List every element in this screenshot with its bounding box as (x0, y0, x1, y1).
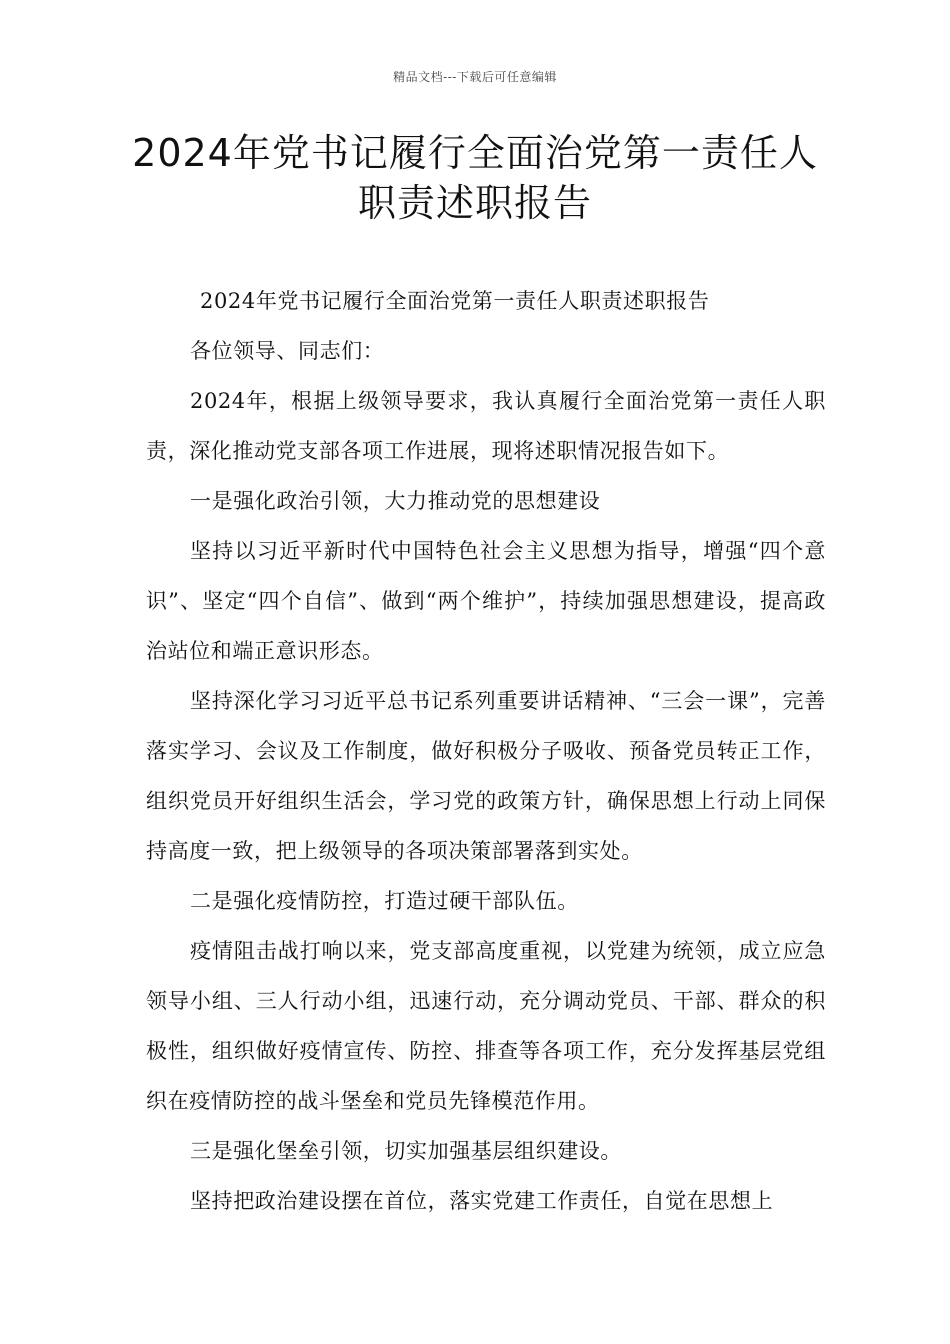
body-paragraph: 坚持以习近平新时代中国特色社会主义思想为指导，增强“四个意识”、坚定“四个自信”、做到“两个维护”，持续加强思想建设，提高政治站位和端正意识形态。 (146, 539, 826, 663)
salutation-paragraph: 各位领导、同志们： (190, 339, 385, 363)
body-paragraph: 坚持把政治建设摆在首位，落实党建工作责任，自觉在思想上 (190, 1189, 774, 1213)
section-heading-1: 一是强化政治引领，大力推动党的思想建设 (190, 489, 601, 513)
body-paragraph: 坚持深化学习习近平总书记系列重要讲话精神、“三会一课”，完善落实学习、会议及工作制度，做好积极分子吸收、预备党员转正工作，组织党员开好组织生活会，学习党的政策方针，确保思想上行动上同保持高度一致，把上级领导的各项决策部署落到实处。 (146, 689, 826, 863)
title-line-2: 职责述职报告 (357, 181, 592, 225)
section-heading-2: 二是强化疫情防控，打造过硬干部队伍。 (190, 889, 579, 913)
section-heading-3: 三是强化堡垒引领，切实加强基层组织建设。 (190, 1139, 622, 1163)
subtitle-paragraph: 2024年党书记履行全面治党第一责任人职责述职报告 (200, 289, 710, 313)
header-note: 精品文档---下载后可任意编辑 (393, 70, 557, 84)
body-paragraph: 疫情阻击战打响以来，党支部高度重视，以党建为统领，成立应急领导小组、三人行动小组，迅速行动，充分调动党员、干部、群众的积极性，组织做好疫情宣传、防控、排查等各项工作，充分发挥基层党组织在疫情防控的战斗堡垒和党员先锋模范作用。 (146, 939, 826, 1113)
intro-paragraph: 2024年，根据上级领导要求，我认真履行全面治党第一责任人职责，深化推动党支部各项工作进展，现将述职情况报告如下。 (146, 389, 826, 463)
document-body (146, 276, 826, 1226)
title-line-1: 2024年党书记履行全面治党第一责任人 (132, 131, 818, 175)
document-title (100, 128, 850, 228)
